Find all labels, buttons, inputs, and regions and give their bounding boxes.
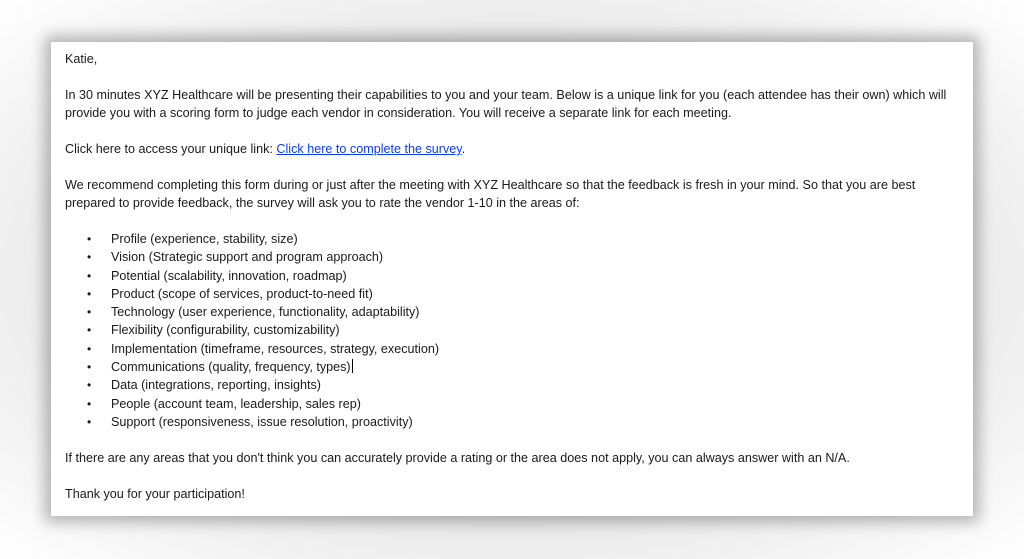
list-item xyxy=(87,358,961,376)
link-suffix: . xyxy=(461,142,466,156)
survey-link[interactable]: Click here to complete the survey xyxy=(276,142,462,156)
link-prefix: Click here to access your unique link: xyxy=(65,142,277,156)
blank-line xyxy=(65,467,961,485)
list-item xyxy=(87,413,961,431)
list-item xyxy=(87,285,961,303)
list-item xyxy=(87,321,961,339)
list-item xyxy=(87,230,961,248)
blank-line xyxy=(65,158,961,176)
list-item-label: Technology (user experience, functionality, adaptability) xyxy=(111,305,420,320)
bullet-icon: • xyxy=(87,378,92,393)
list-item-label: Implementation (timeframe, resources, strategy, execution) xyxy=(111,341,440,356)
bullet-icon: • xyxy=(87,286,92,301)
bullet-icon: • xyxy=(87,414,92,429)
bullet-icon: • xyxy=(87,360,92,375)
na-paragraph: If there are any areas that you don't think you can accurately provide a rating or the area does not apply, you can always answer with an N/A. xyxy=(65,451,850,466)
link-paragraph xyxy=(65,140,961,158)
list-item-label: Support (responsiveness, issue resolution, proactivity) xyxy=(111,414,413,429)
list-item-label: Data (integrations, reporting, insights) xyxy=(111,378,321,393)
list-item xyxy=(87,376,961,394)
bullet-icon: • xyxy=(87,323,92,338)
list-item-label: Flexibility (configurability, customizability) xyxy=(111,323,340,338)
list-item-label: People (account team, leadership, sales rep) xyxy=(111,396,361,411)
bullet-icon: • xyxy=(87,232,92,246)
intro-paragraph: In 30 minutes XYZ Healthcare will be presenting their capabilities to you and your team. Below is a unique link for you (each attendee has their own) which will provide you with a scoring form to judge each vendor in consideration. You will receive a separate link for each meeting. xyxy=(65,88,947,120)
blank-line xyxy=(65,122,961,140)
list-item-label: Potential (scalability, innovation, roadmap) xyxy=(111,268,347,283)
bullet-icon: • xyxy=(87,341,92,356)
bullet-icon: • xyxy=(87,250,92,265)
rating-areas-list xyxy=(65,230,961,431)
list-item xyxy=(87,303,961,321)
list-item xyxy=(87,340,961,358)
list-item xyxy=(87,267,961,285)
list-item-label: Product (scope of services, product-to-need fit) xyxy=(111,286,373,301)
recommend-paragraph: We recommend completing this form during or just after the meeting with XYZ Healthcare so that the feedback is fresh in your mind. So that you are best prepared to provide feedback, the survey will ask you to rate the vendor 1-10 in the areas of: xyxy=(65,178,916,210)
greeting: Katie, xyxy=(65,52,98,66)
list-item xyxy=(87,248,961,266)
bullet-icon: • xyxy=(87,305,92,320)
bullet-icon: • xyxy=(87,268,92,283)
blank-line xyxy=(65,431,961,449)
blank-line xyxy=(65,68,961,86)
email-body-page[interactable] xyxy=(51,42,973,516)
list-item-label: Vision (Strategic support and program approach) xyxy=(111,250,384,265)
thanks-paragraph: Thank you for your participation! xyxy=(65,487,245,502)
list-item-label: Profile (experience, stability, size) xyxy=(111,232,298,246)
text-cursor xyxy=(352,359,353,373)
list-item xyxy=(87,395,961,413)
blank-line xyxy=(65,212,961,230)
list-item-label: Communications (quality, frequency, types) xyxy=(111,360,351,375)
bullet-icon: • xyxy=(87,396,92,411)
